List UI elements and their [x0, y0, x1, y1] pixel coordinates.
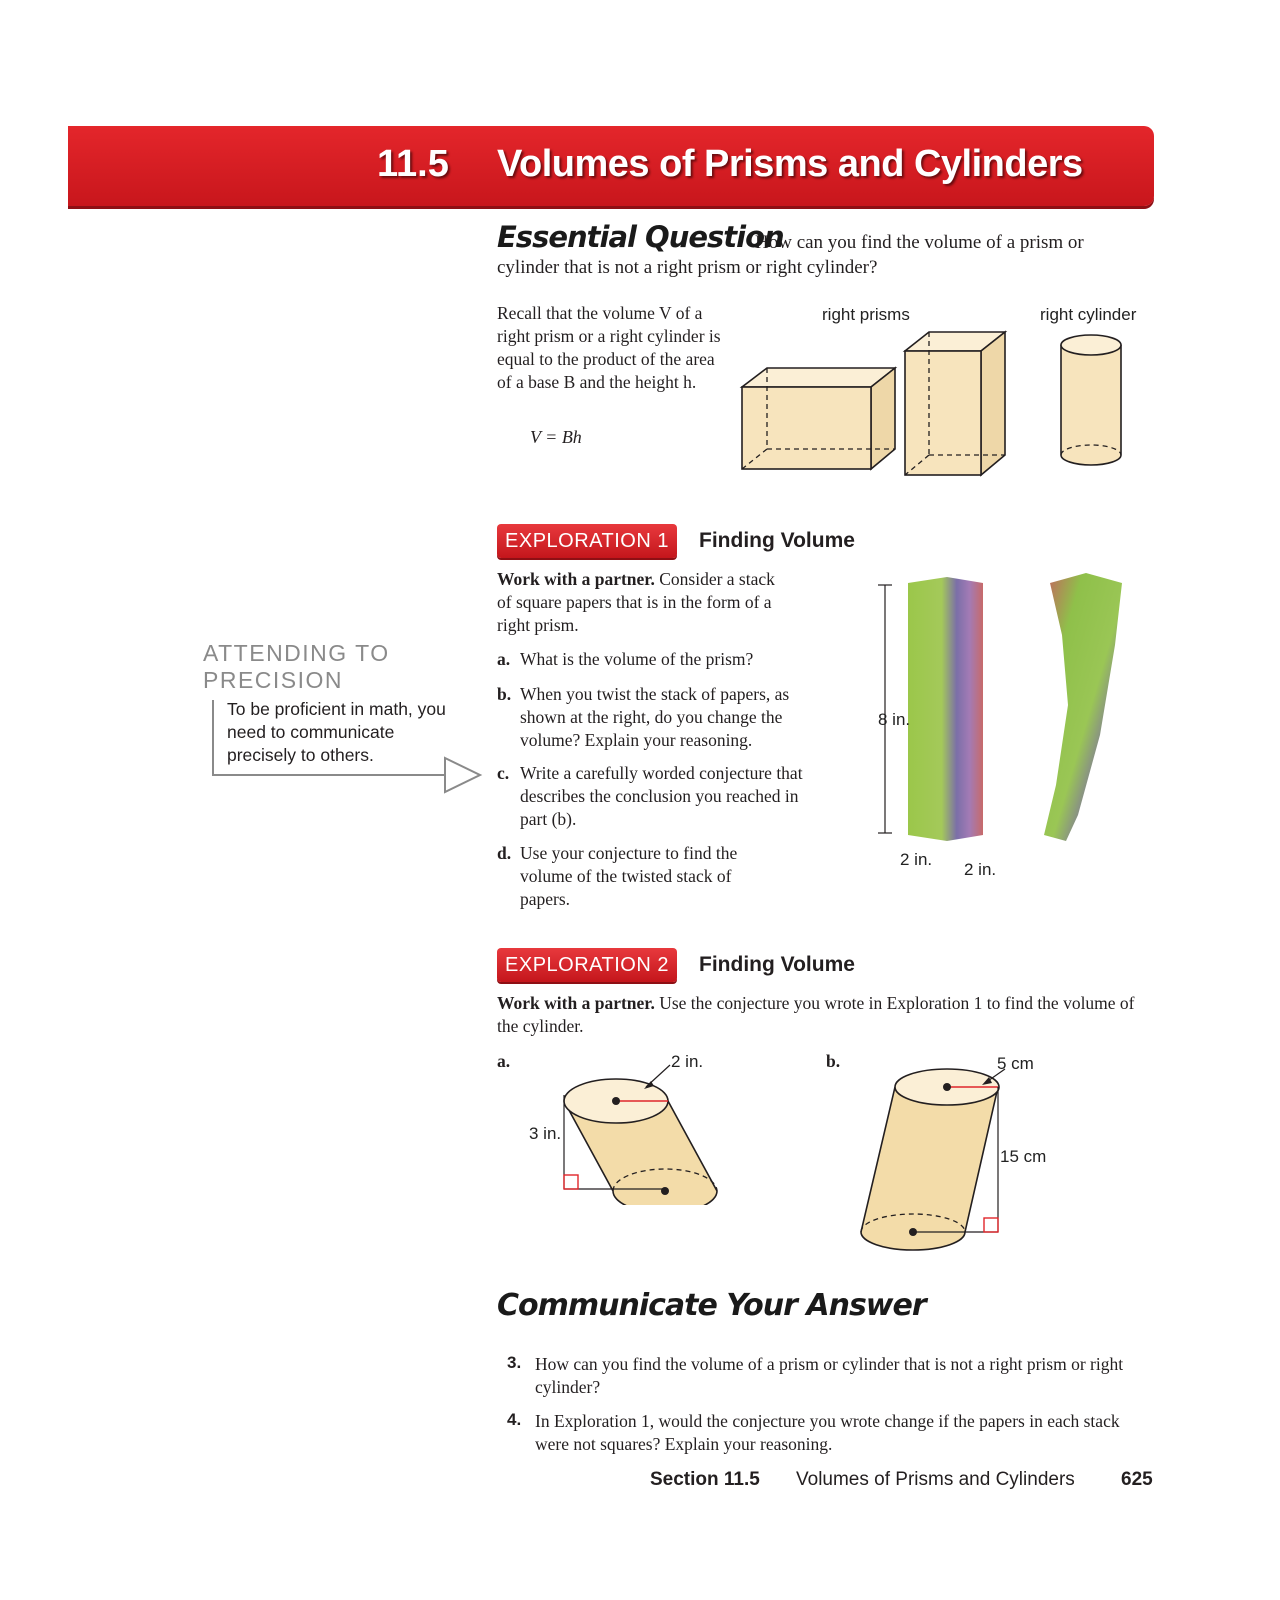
right-cylinder-caption: right cylinder	[1040, 305, 1137, 324]
radius-label-a: 2 in.	[671, 1052, 704, 1071]
communicate-question-4: 4. In Exploration 1, would the conjecture you wrote change if the papers in each stack were not squares? Explain your reasoning.	[507, 1410, 1120, 1454]
exploration-2-intro-text: Use the conjecture you wrote in Exploration 1 to find the volume of the cylinder.	[497, 993, 1135, 1036]
page-number: 625	[1121, 1469, 1153, 1490]
height-label-8in: 8 in.	[878, 710, 911, 729]
footer-section: Section 11.5	[650, 1469, 760, 1490]
radius-label-b: 5 cm	[997, 1054, 1034, 1073]
right-solids-figure	[735, 325, 1165, 495]
oblique-cylinder-b	[855, 1055, 1015, 1260]
height-label-b: 15 cm	[1000, 1147, 1047, 1166]
exploration-1-intro-bold: Work with a partner.	[497, 569, 655, 589]
question-d: d. Use your conjecture to find the volume of the twisted stack of papers.	[497, 843, 738, 909]
exploration-2-title: Finding Volume	[699, 953, 855, 976]
footer-title: Volumes of Prisms and Cylinders	[796, 1469, 1075, 1490]
exploration-1-title: Finding Volume	[699, 529, 855, 552]
question-b: b. When you twist the stack of papers, as shown at the right, do you change the volume? Explain your reasoning.	[497, 684, 790, 750]
sidebar-heading: ATTENDING TO PRECISION	[203, 640, 390, 693]
oblique-cylinder-a	[540, 1055, 740, 1205]
sidebar-text: To be proficient in math, you need to communicate precisely to others.	[227, 699, 446, 765]
exploration-1-badge: EXPLORATION 1	[497, 524, 677, 558]
question-c: c. Write a carefully worded conjecture that describes the conclusion you reached in part (b).	[497, 763, 803, 829]
volume-formula: V = Bh	[530, 427, 582, 447]
communicate-title: Communicate Your Answer	[497, 1288, 926, 1323]
sidebar-arrow-icon	[205, 700, 485, 800]
width-label-2in-a: 2 in.	[900, 850, 933, 869]
communicate-question-3: 3. How can you find the volume of a prism or cylinder that is not a right prism or right cylinder?	[507, 1353, 1124, 1397]
section-number: 11.5	[377, 143, 449, 185]
question-a: a. What is the volume of the prism?	[497, 649, 754, 669]
height-label-a: 3 in.	[529, 1124, 562, 1143]
part-a-letter: a.	[497, 1051, 511, 1071]
essential-question-label: Essential Question	[497, 220, 784, 254]
part-b-letter: b.	[826, 1051, 841, 1071]
exploration-2-intro-bold: Work with a partner.	[497, 993, 655, 1013]
section-title: Volumes of Prisms and Cylinders	[497, 143, 1083, 185]
exploration-2-intro	[497, 992, 1137, 1038]
exploration-1-intro	[497, 568, 787, 637]
recall-paragraph: Recall that the volume V of a right prism or a right cylinder is equal to the product of the area of a base B and the height h.	[497, 303, 721, 392]
right-prisms-caption: right prisms	[822, 305, 910, 324]
essential-question-text: How can you find the volume of a prism or cylinder that is not a right prism or right cylinder?	[497, 232, 1084, 278]
paper-stacks-figure	[870, 565, 1140, 865]
exploration-1-intro-text: Consider a stack of square papers that is in the form of a right prism.	[497, 569, 775, 635]
width-label-2in-b: 2 in.	[964, 860, 997, 879]
exploration-2-badge: EXPLORATION 2	[497, 948, 677, 982]
